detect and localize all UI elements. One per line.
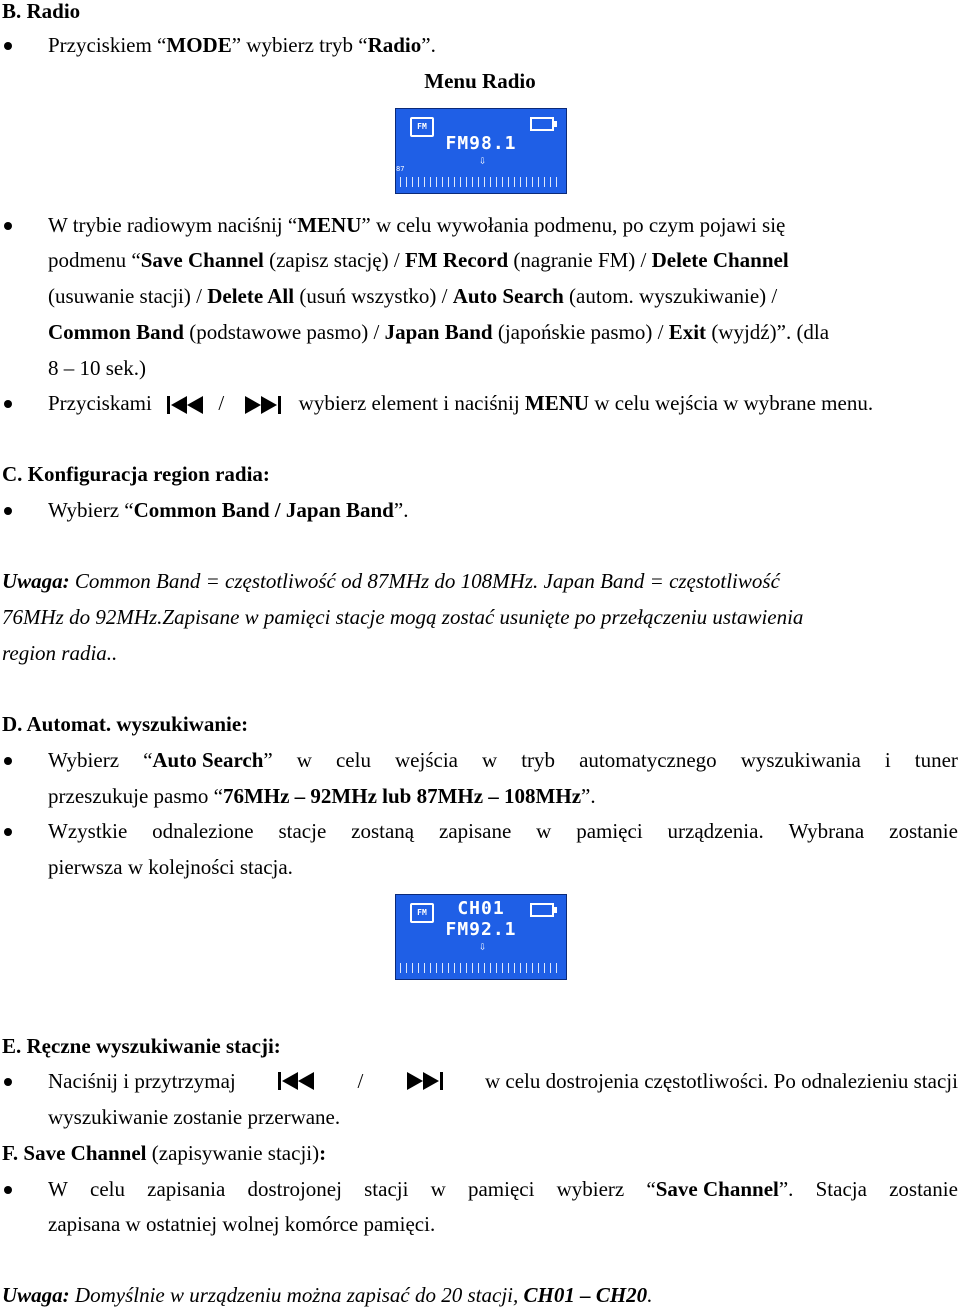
tuner-pointer-icon: ⇩ bbox=[479, 153, 487, 167]
word: w bbox=[536, 819, 552, 843]
menu-radio-heading: Menu Radio bbox=[424, 69, 536, 93]
previous-track-icon bbox=[165, 393, 207, 417]
bullet bbox=[4, 1078, 12, 1086]
note-band-line2: 76MHz do 92MHz.Zapisane w pamięci stacje mogą zostać usunięte po przełączeniu ustawienia bbox=[2, 605, 804, 629]
word: wejścia bbox=[395, 748, 458, 772]
stations-saved-line2: pierwsza w kolejności stacja. bbox=[48, 855, 293, 879]
word: w bbox=[430, 1177, 446, 1201]
submenu-paragraph-line4: Common Band (podstawowe pasmo) / Japan Band (japońskie pasmo) / Exit (wyjdź)”. (dla bbox=[48, 320, 830, 344]
word: w bbox=[482, 748, 498, 772]
bullet bbox=[4, 222, 12, 230]
scale-label: 87 bbox=[396, 165, 405, 173]
frequency-scale bbox=[400, 177, 562, 187]
submenu-paragraph-line2: podmenu “Save Channel (zapisz stację) / FM Record (nagranie FM) / Delete Channel bbox=[48, 248, 789, 272]
bullet bbox=[4, 507, 12, 515]
word: celu bbox=[335, 748, 371, 772]
word: Wybierz bbox=[48, 748, 120, 772]
section-e-title: E. Ręczne wyszukiwanie stacji: bbox=[2, 1034, 281, 1058]
manual-search-line1: Naciśnij i przytrzymaj / w celu dostrojenia częstotliwości. Po odnalezieniu stacji bbox=[48, 1069, 958, 1093]
next-track-icon bbox=[403, 1069, 445, 1093]
word: wybierz bbox=[556, 1177, 625, 1201]
word: tuner bbox=[914, 748, 958, 772]
submenu-paragraph-line1: W trybie radiowym naciśnij “MENU” w celu wywołania podmenu, po czym pojawi się bbox=[48, 213, 786, 237]
word: i bbox=[884, 748, 891, 772]
bullet bbox=[4, 757, 12, 765]
lcd-frequency: FM92.1 bbox=[445, 919, 517, 940]
submenu-paragraph-line5: 8 – 10 sek.) bbox=[48, 356, 146, 380]
word: Wzystkie bbox=[48, 819, 128, 843]
band-instruction: Wybierz “Common Band / Japan Band”. bbox=[48, 498, 409, 522]
word: w bbox=[296, 748, 312, 772]
bullet bbox=[4, 1186, 12, 1194]
note-channels: Uwaga: Domyślnie w urządzeniu można zapisać do 20 stacji, CH01 – CH20. bbox=[2, 1283, 653, 1307]
manual-search-line2: wyszukiwanie zostanie przerwane. bbox=[48, 1105, 341, 1129]
battery-icon bbox=[530, 117, 554, 131]
fm-icon: FM bbox=[410, 117, 434, 137]
word: W bbox=[48, 1177, 68, 1201]
word: zapisania bbox=[147, 1177, 226, 1201]
previous-track-icon bbox=[276, 1069, 318, 1093]
stations-saved-line1 bbox=[48, 818, 958, 844]
auto-search-line1 bbox=[48, 747, 958, 773]
word: tryb bbox=[521, 748, 556, 772]
section-c-title: C. Konfiguracja region radia: bbox=[2, 462, 270, 486]
lcd-channel-screenshot bbox=[395, 894, 567, 980]
next-track-icon bbox=[241, 393, 283, 417]
submenu-paragraph-line3: (usuwanie stacji) / Delete All (usuń wszystko) / Auto Search (autom. wyszukiwanie) / bbox=[48, 284, 778, 308]
section-f-title: F. Save Channel (zapisywanie stacji): bbox=[2, 1141, 327, 1165]
word: zostanie bbox=[889, 1177, 958, 1201]
lcd-frequency: FM98.1 bbox=[445, 133, 517, 154]
word: wyszukiwania bbox=[740, 748, 861, 772]
word: zostaną bbox=[351, 819, 415, 843]
word: stacje bbox=[278, 819, 327, 843]
frequency-scale bbox=[400, 963, 562, 973]
bullet bbox=[4, 400, 12, 408]
note-band-line1: Uwaga: Common Band = częstotliwość od 87MHz do 108MHz. Japan Band = częstotliwość bbox=[2, 569, 780, 593]
word: Wybrana bbox=[788, 819, 865, 843]
section-d-title: D. Automat. wyszukiwanie: bbox=[2, 712, 249, 736]
save-channel-line1 bbox=[48, 1176, 958, 1202]
lcd-radio-screenshot bbox=[395, 108, 567, 194]
lcd-channel: CH01 bbox=[457, 898, 505, 919]
word: odnalezione bbox=[152, 819, 254, 843]
word: automatycznego bbox=[579, 748, 717, 772]
tuner-pointer-icon: ⇩ bbox=[479, 939, 487, 953]
word: zapisane bbox=[439, 819, 512, 843]
auto-search-line2: przeszukuje pasmo “76MHz – 92MHz lub 87MHz – 108MHz”. bbox=[48, 784, 596, 808]
word: Stacja bbox=[815, 1177, 867, 1201]
word: zostanie bbox=[889, 819, 958, 843]
word: celu bbox=[90, 1177, 125, 1201]
word: “Auto Search” bbox=[143, 748, 273, 772]
save-channel-line2: zapisana w ostatniej wolnej komórce pamięci. bbox=[48, 1212, 436, 1236]
word: urządzenia. bbox=[667, 819, 764, 843]
word: “Save Channel”. bbox=[646, 1177, 794, 1201]
section-b-title: B. Radio bbox=[2, 0, 81, 23]
bullet bbox=[4, 828, 12, 836]
note-band-line3: region radia.. bbox=[2, 641, 118, 665]
select-item-instruction: Przyciskami / wybierz element i naciśnij MENU w celu wejścia w wybrane menu. bbox=[48, 390, 873, 417]
fm-icon: FM bbox=[410, 903, 434, 923]
word: dostrojonej bbox=[247, 1177, 342, 1201]
mode-instruction: Przyciskiem “MODE” wybierz tryb “Radio”. bbox=[48, 33, 436, 57]
word: pamięci bbox=[467, 1177, 535, 1201]
word: pamięci bbox=[576, 819, 643, 843]
word: stacji bbox=[364, 1177, 409, 1201]
bullet bbox=[4, 42, 12, 50]
